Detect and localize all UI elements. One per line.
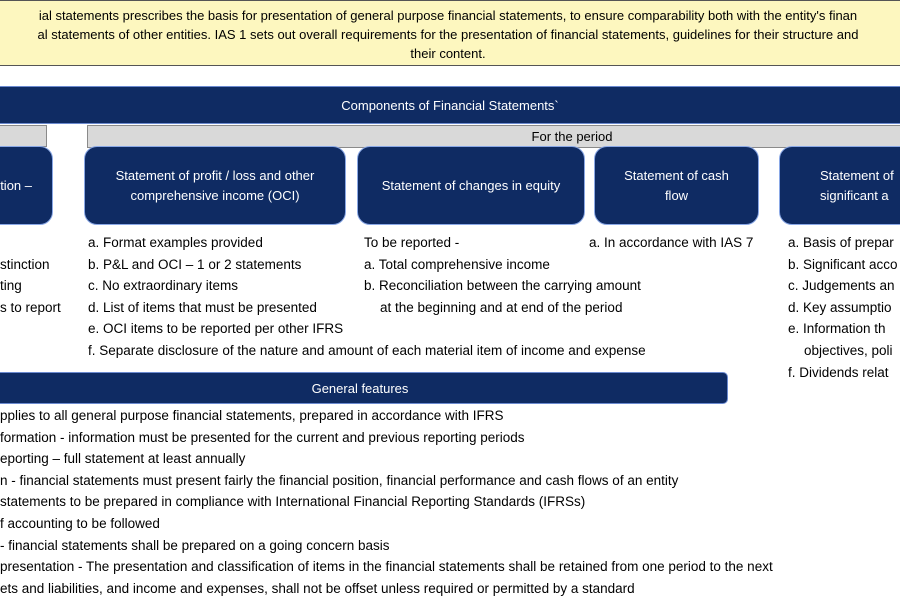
box-financial-position: tion –	[0, 146, 53, 225]
components-header: Components of Financial Statements`	[0, 86, 900, 124]
list-item: n - financial statements must present fairly the financial position, financial performance and cash flows of an entity	[0, 472, 679, 488]
list-item: a. Basis of prepar	[788, 235, 894, 250]
box-profit-loss-oci: Statement of profit / loss and other comprehensive income (OCI)	[84, 146, 346, 225]
list-item: f. Dividends relat	[788, 364, 889, 380]
list-item: formation - information must be presented for the current and previous reporting periods	[0, 429, 525, 445]
list-item: e. Information th	[788, 321, 886, 337]
cash-flow-list	[589, 232, 753, 254]
for-the-period-label: For the period	[531, 129, 613, 144]
general-features-list	[0, 405, 773, 599]
intro-line-2: al statements of other entities. IAS 1 sets out overall requirements for the presentation of financial statements, guidelines for their structure and	[37, 27, 859, 42]
intro-banner	[0, 0, 900, 66]
list-item: d. List of items that must be presented	[88, 299, 317, 315]
left-item: ting	[0, 278, 22, 294]
list-item: e. OCI items to be reported per other IFRS	[88, 321, 344, 337]
box-changes-in-equity: Statement of changes in equity	[357, 146, 585, 225]
list-item: a. Total comprehensive income	[364, 256, 550, 272]
intro-line-1: ial statements prescribes the basis for presentation of general purpose financial statements, to ensure comparability both with the entity's finan	[38, 8, 858, 23]
list-item: eporting – full statement at least annually	[0, 451, 246, 467]
list-item: b. Reconciliation between the carrying amount	[364, 278, 641, 294]
for-the-period-bar	[87, 125, 900, 148]
list-item: ets and liabilities, and income and expenses, shall not be offset unless required or permitted by a standard	[0, 580, 635, 596]
notes-list	[788, 232, 900, 383]
list-item: f accounting to be followed	[0, 515, 160, 531]
list-item: b. Significant acco	[788, 256, 898, 272]
left-item: s to report	[0, 299, 61, 315]
box-cash-flow: Statement of cash flow	[594, 146, 759, 225]
list-item: pplies to all general purpose financial statements, prepared in accordance with IFRS	[0, 408, 504, 423]
list-item: at the beginning and at end of the period	[380, 299, 623, 315]
list-item: c. No extraordinary items	[88, 278, 239, 294]
list-item: c. Judgements an	[788, 278, 895, 294]
intro-line-3: their content.	[410, 46, 486, 61]
box-notes: Statement of significant a	[779, 146, 900, 225]
left-column-list	[0, 232, 61, 318]
left-item	[0, 232, 61, 254]
grey-bar-left	[0, 125, 47, 147]
list-item: - financial statements shall be prepared on a going concern basis	[0, 537, 390, 553]
general-features-header: General features	[0, 372, 728, 404]
left-item: stinction	[0, 256, 50, 272]
list-item: f. Separate disclosure of the nature and amount of each material item of income and expense	[88, 342, 646, 358]
list-item: d. Key assumptio	[788, 299, 892, 315]
list-item: statements to be prepared in compliance with International Financial Reporting Standards (IFRSs)	[0, 494, 586, 510]
list-item: To be reported -	[364, 235, 460, 250]
list-item: objectives, poli	[804, 342, 893, 358]
list-item: b. P&L and OCI – 1 or 2 statements	[88, 256, 302, 272]
list-item: a. In accordance with IAS 7	[589, 235, 754, 250]
list-item: presentation - The presentation and classification of items in the financial statements shall be retained from one period to the next	[0, 559, 773, 575]
list-item: a. Format examples provided	[88, 235, 263, 250]
